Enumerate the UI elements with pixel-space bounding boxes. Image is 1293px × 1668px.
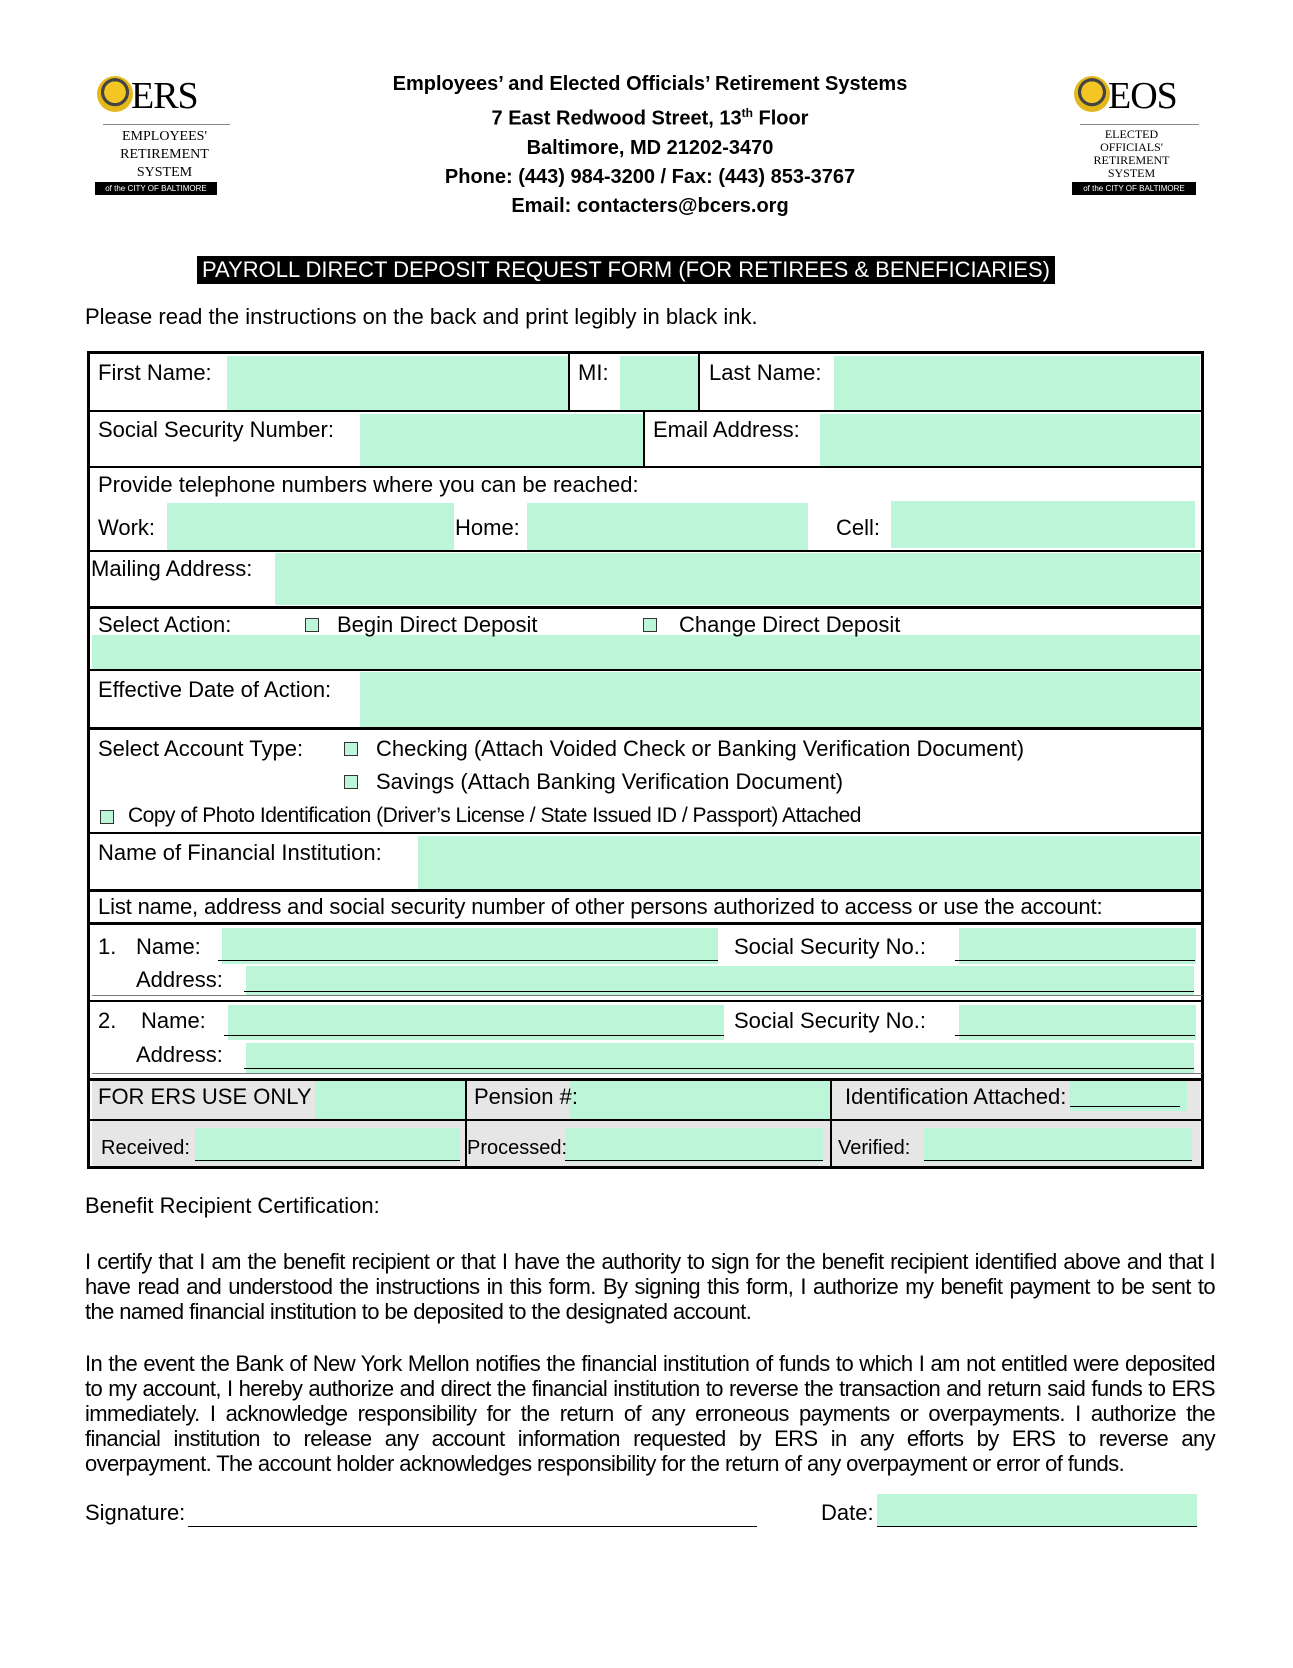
- checking-label: Checking (Attach Voided Check or Banking Verification Document): [376, 736, 1025, 761]
- savings-label: Savings (Attach Banking Verification Document): [376, 769, 844, 794]
- eos-logo-line3: RETIREMENT: [1093, 153, 1170, 167]
- ers-logo-rule: [103, 124, 230, 125]
- row-divider: [87, 889, 1204, 892]
- person2-address-label: Address:: [136, 1042, 223, 1067]
- eos-logo-bar: of the CITY OF BALTIMORE: [1072, 182, 1196, 195]
- person1-address-underline: [244, 991, 1194, 992]
- identification-attached-underline: [1070, 1106, 1180, 1107]
- ers-use-field[interactable]: [315, 1081, 465, 1119]
- begin-dd-label: Begin Direct Deposit: [337, 612, 538, 637]
- person1-number: 1.: [98, 934, 117, 959]
- email-label: Email Address:: [653, 417, 800, 442]
- effective-date-label: Effective Date of Action:: [98, 677, 332, 702]
- ssn-field[interactable]: [360, 414, 643, 467]
- verified-label: Verified:: [838, 1137, 911, 1159]
- eos-logo: [1072, 72, 1207, 197]
- person1-name-underline: [218, 960, 718, 961]
- row-divider: [87, 832, 1204, 834]
- person1-bottom-rule: [92, 995, 1202, 996]
- row-divider: [87, 466, 1204, 468]
- eos-logo-rule: [1080, 124, 1199, 125]
- eos-logo-line2: OFFICIALS': [1100, 140, 1163, 154]
- row-divider: [87, 669, 1204, 671]
- city-seal-icon: [1074, 76, 1110, 112]
- received-label: Received:: [101, 1137, 190, 1159]
- form-instructions: Please read the instructions on the back and print legibly in black ink.: [85, 304, 758, 329]
- pension-number-field[interactable]: [570, 1081, 830, 1119]
- person1-ssn-field[interactable]: [959, 928, 1196, 964]
- savings-checkbox[interactable]: [344, 775, 358, 789]
- eos-logo-line4: SYSTEM: [1107, 166, 1156, 180]
- signature-label: Signature:: [85, 1500, 186, 1525]
- effective-date-field[interactable]: [360, 672, 1200, 727]
- home-phone-field[interactable]: [527, 503, 808, 550]
- col-divider: [568, 351, 570, 411]
- financial-institution-label: Name of Financial Institution:: [98, 840, 382, 865]
- processed-label: Processed:: [467, 1137, 568, 1159]
- table-border-bottom: [87, 1166, 1204, 1169]
- cell-phone-field[interactable]: [891, 501, 1195, 548]
- received-field[interactable]: [195, 1128, 460, 1162]
- org-phone-fax: Phone: (443) 984-3200 / Fax: (443) 853-3767: [444, 165, 856, 188]
- row-divider: [87, 1078, 1204, 1081]
- email-field[interactable]: [820, 414, 1200, 467]
- certification-heading: Benefit Recipient Certification:: [85, 1193, 380, 1218]
- city-seal-icon: [97, 76, 133, 112]
- ers-use-only-label: FOR ERS USE ONLY: [98, 1084, 312, 1109]
- certification-paragraph-2: In the event the Bank of New York Mellon notifies the financial institution of funds to which I am not entitled were deposited to my account, I hereby authorize and direct the financial institution to reverse the transaction and return said funds to ERS immediately. I acknowledge responsibility for the return of any erroneous payments or overpayments. I authorize the financial institution to release any account information requested by ERS in any efforts by ERS to reverse any overpayment. The account holder acknowledges responsibility for the return of any overpayment or error of funds.: [85, 1351, 1215, 1476]
- row-divider: [87, 550, 1204, 552]
- table-border-right: [1201, 351, 1204, 1169]
- mi-field[interactable]: [620, 356, 698, 411]
- letterhead: [300, 70, 1000, 221]
- row-divider: [87, 922, 1204, 925]
- first-name-field[interactable]: [227, 356, 568, 411]
- photo-id-label: Copy of Photo Identification (Driver’s License / State Issued ID / Passport) Attached: [128, 804, 861, 827]
- select-action-label: Select Action:: [98, 612, 232, 637]
- begin-dd-checkbox[interactable]: [305, 618, 319, 632]
- table-border-top: [87, 351, 1204, 354]
- select-action-field[interactable]: [92, 635, 1200, 669]
- date-label: Date:: [821, 1500, 874, 1525]
- person2-name-underline: [224, 1035, 724, 1036]
- ers-logo-line2: RETIREMENT: [120, 147, 209, 162]
- row-divider: [87, 727, 1204, 730]
- date-line: [877, 1526, 1197, 1527]
- row-divider: [87, 1119, 1204, 1121]
- person2-address-underline: [244, 1068, 1194, 1069]
- person1-name-label: Name:: [136, 934, 201, 959]
- verified-field[interactable]: [924, 1128, 1192, 1162]
- person2-number: 2.: [98, 1008, 117, 1033]
- org-address-line1: 7 East Redwood Street, 13th Floor: [491, 106, 809, 130]
- person1-name-field[interactable]: [222, 928, 718, 964]
- financial-institution-field[interactable]: [418, 836, 1200, 889]
- table-border-left: [87, 351, 90, 1169]
- certification-paragraph-1: I certify that I am the benefit recipient or that I have the authority to sign for the benefit recipient identified above and that I have read and understood the instructions in this form. By signing this form, I authorize my benefit payment to be sent to the named financial institution to be deposited to the designated account.: [85, 1249, 1215, 1324]
- change-dd-label: Change Direct Deposit: [679, 612, 901, 637]
- account-type-label: Select Account Type:: [98, 736, 304, 761]
- org-email: Email: contacters@bcers.org: [511, 194, 789, 217]
- processed-field[interactable]: [565, 1128, 823, 1162]
- cell-phone-label: Cell:: [836, 515, 881, 540]
- date-field[interactable]: [877, 1494, 1197, 1526]
- home-phone-label: Home:: [455, 515, 520, 540]
- pension-number-label: Pension #:: [474, 1084, 578, 1109]
- row-divider: [87, 410, 1204, 412]
- col-divider: [830, 1078, 832, 1168]
- ers-logo-line3: SYSTEM: [136, 165, 193, 180]
- signature-line[interactable]: [188, 1526, 757, 1527]
- ers-logo: [95, 72, 230, 197]
- ers-logo-bar: of the CITY OF BALTIMORE: [95, 182, 217, 195]
- processed-underline: [565, 1160, 823, 1161]
- person2-ssn-underline: [955, 1035, 1195, 1036]
- received-underline: [195, 1160, 460, 1161]
- person2-bottom-rule: [92, 1073, 1202, 1074]
- col-divider: [698, 351, 700, 411]
- person1-address-label: Address:: [136, 967, 223, 992]
- authorized-persons-prompt: List name, address and social security number of other persons authorized to access or use the account:: [98, 894, 1103, 919]
- last-name-label: Last Name:: [709, 360, 822, 385]
- person2-name-label: Name:: [141, 1008, 206, 1033]
- ers-logo-mark: ERS: [131, 75, 198, 117]
- first-name-label: First Name:: [98, 360, 212, 385]
- identification-attached-label: Identification Attached:: [845, 1084, 1067, 1109]
- mi-label: MI:: [578, 360, 609, 385]
- eos-logo-mark: EOS: [1108, 75, 1177, 117]
- photo-id-checkbox[interactable]: [100, 810, 114, 824]
- person2-ssn-label: Social Security No.:: [734, 1008, 926, 1033]
- work-phone-field[interactable]: [167, 503, 454, 550]
- ers-logo-line1: EMPLOYEES': [122, 129, 207, 144]
- col-divider: [643, 410, 645, 467]
- form-title: PAYROLL DIRECT DEPOSIT REQUEST FORM (FOR RETIREES & BENEFICIARIES): [197, 256, 1055, 284]
- org-name: Employees’ and Elected Officials’ Retirement Systems: [392, 73, 908, 95]
- mailing-address-field[interactable]: [275, 553, 1200, 605]
- mailing-address-label: Mailing Address:: [91, 556, 253, 581]
- work-phone-label: Work:: [98, 515, 156, 540]
- person1-ssn-label: Social Security No.:: [734, 934, 926, 959]
- eos-logo-line1: ELECTED: [1104, 127, 1159, 141]
- last-name-field[interactable]: [834, 356, 1200, 411]
- phone-prompt: Provide telephone numbers where you can be reached:: [98, 472, 639, 497]
- row-divider: [87, 1000, 1204, 1002]
- checking-checkbox[interactable]: [344, 742, 358, 756]
- person1-ssn-underline: [955, 960, 1195, 961]
- ssn-label: Social Security Number:: [98, 417, 334, 442]
- org-address-line2: Baltimore, MD 21202-3470: [526, 136, 774, 159]
- verified-underline: [924, 1160, 1192, 1161]
- row-divider: [87, 606, 1204, 609]
- change-dd-checkbox[interactable]: [643, 618, 657, 632]
